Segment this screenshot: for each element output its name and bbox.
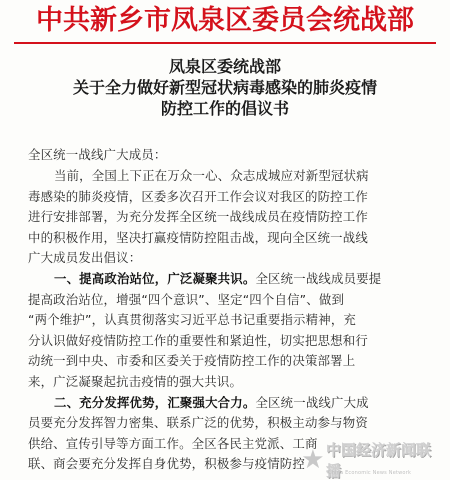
body-line-text: 中的积极作用，坚决打赢疫情防控阻击战，现向全区统一战线 bbox=[28, 229, 368, 245]
body-line bbox=[28, 413, 428, 434]
body-line bbox=[28, 331, 428, 352]
body-line-text: 全区统一战线广大成 bbox=[255, 394, 369, 410]
body-line-text: “两个维护”，认真贯彻落实习近平总书记重要指示精神，充 bbox=[28, 312, 357, 328]
body-line bbox=[28, 372, 428, 393]
document-body bbox=[28, 166, 428, 475]
document-title-line-1: 凤泉区委统战部 bbox=[168, 57, 281, 76]
body-line bbox=[28, 187, 428, 208]
watermark-text: 中国经济新闻联播 bbox=[325, 441, 431, 480]
body-line-text: 供给、宣传引导等方面工作。全区各民主党派、工商 bbox=[28, 435, 318, 451]
body-line-text: 广大成员发出倡议： bbox=[28, 250, 142, 266]
body-line-text: 动统一到中央、市委和区委关于疫情防控工作的决策部署上 bbox=[28, 353, 356, 369]
document-title-line-3: 防控工作的倡议书 bbox=[160, 99, 289, 118]
body-line bbox=[28, 248, 428, 269]
body-line bbox=[28, 166, 428, 187]
body-line-text: 进行安排部署，为充分发挥全区统一战线成员在疫情防控工作 bbox=[28, 209, 368, 225]
letterhead-divider bbox=[14, 42, 436, 44]
body-line bbox=[28, 351, 428, 372]
body-line bbox=[28, 393, 428, 414]
body-line bbox=[28, 310, 428, 331]
body-line-text: 联、商会要充分发挥自身优势，积极参与疫情防控 bbox=[28, 456, 305, 472]
body-line-text: 毒感染的肺炎疫情，区委多次召开工作会议对我区的防控工作 bbox=[28, 188, 368, 204]
section-heading: 一、提高政治站位，广泛凝聚共识。 bbox=[54, 270, 256, 286]
body-line bbox=[28, 290, 428, 311]
body-line-text: 分认识做好疫情防控工作的重要性和紧迫性，切实把思想和行 bbox=[28, 332, 368, 348]
watermark-subtext: China Economic News Network bbox=[328, 470, 412, 476]
section-heading: 二、充分发挥优势，汇聚强大合力。 bbox=[54, 394, 256, 410]
body-line bbox=[28, 269, 428, 290]
body-line-text: 当前，全国上下正在万众一心、众志成城应对新型冠状病 bbox=[54, 168, 369, 183]
letterhead-title: 中共新乡市凤泉区委员会统战部 bbox=[36, 5, 414, 36]
body-line-text: 提高政治站位，增强“四个意识”、坚定“四个自信”、做到 bbox=[28, 291, 345, 307]
body-line bbox=[28, 228, 428, 249]
body-line-text: 来，广泛凝聚起抗击疫情的强大共识。 bbox=[28, 373, 243, 389]
body-line-text: 员要充分发挥智力密集、联系广泛的优势，积极主动参与物资 bbox=[28, 415, 368, 431]
salutation: 全区统一战线广大成员： bbox=[28, 147, 167, 162]
star-icon: ★ bbox=[301, 445, 325, 475]
document-title-line-2: 关于全力做好新型冠状病毒感染的肺炎疫情 bbox=[72, 78, 377, 97]
body-line bbox=[28, 207, 428, 228]
body-line-text: 全区统一战线成员要提 bbox=[255, 270, 382, 286]
